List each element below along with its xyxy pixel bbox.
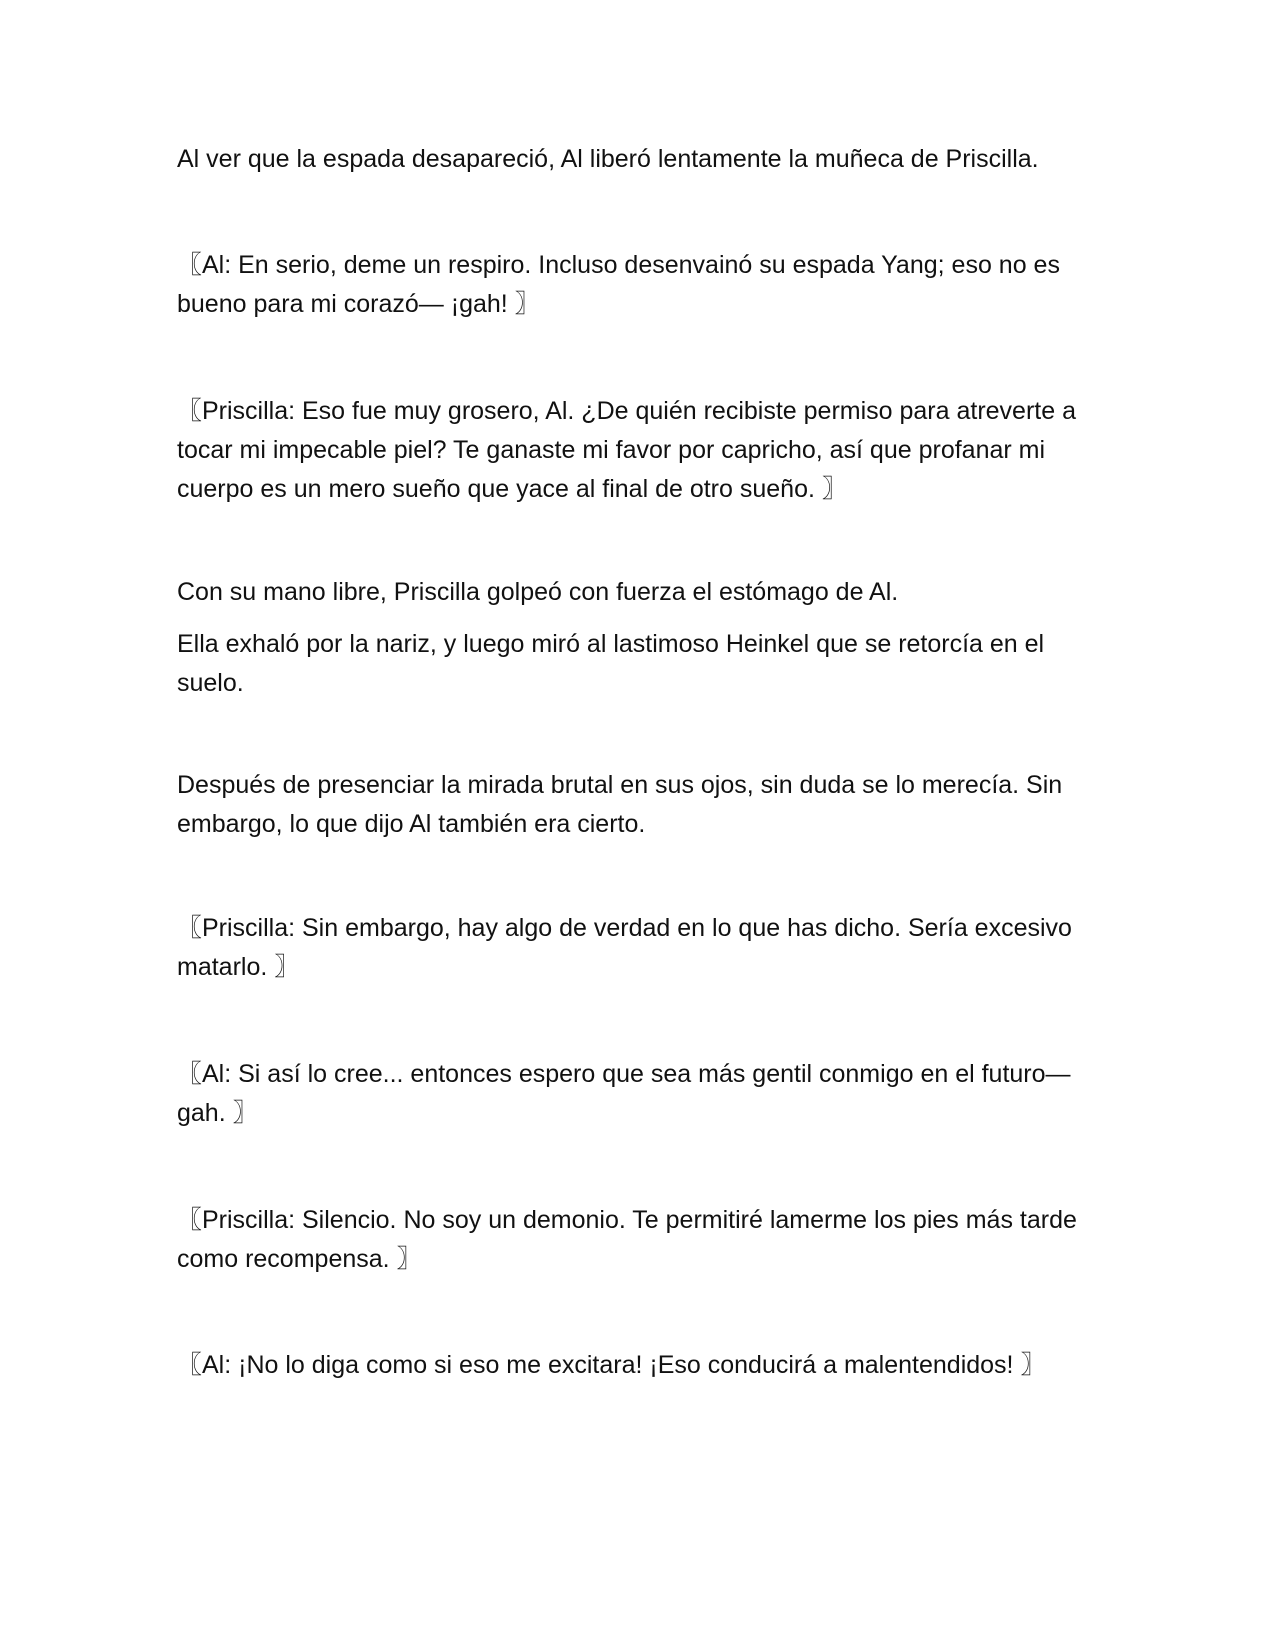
paragraph-dialogue-priscilla-3: 〖Priscilla: Silencio. No soy un demonio. Te permitiré lamerme los pies más tarde como recompensa. 〗	[177, 1206, 1077, 1273]
paragraph-dialogue-al-3: 〖Al: ¡No lo diga como si eso me excitara! ¡Eso conducirá a malentendidos! 〗	[177, 1351, 1046, 1379]
paragraph-narration-1: Al ver que la espada desapareció, Al liberó lentamente la muñeca de Priscilla.	[177, 145, 1039, 173]
paragraph-dialogue-priscilla-2: 〖Priscilla: Sin embargo, hay algo de verdad en lo que has dicho. Sería excesivo matarlo. 〗	[177, 914, 1072, 981]
paragraph-narration-2: Con su mano libre, Priscilla golpeó con fuerza el estómago de Al.	[177, 578, 899, 606]
paragraph-narration-3: Ella exhaló por la nariz, y luego miró al lastimoso Heinkel que se retorcía en el suelo.	[177, 630, 1045, 697]
paragraph-dialogue-al-2: 〖Al: Si así lo cree... entonces espero que sea más gentil conmigo en el futuro—gah. 〗	[177, 1060, 1071, 1127]
paragraph-dialogue-priscilla-1: 〖Priscilla: Eso fue muy grosero, Al. ¿De quién recibiste permiso para atreverte a tocar mi impecable piel? Te ganaste mi favor por capricho, así que profanar mi cuerpo es un mero sueño que yace al final de otro sueño. 〗	[177, 397, 1076, 503]
paragraph-narration-4: Después de presenciar la mirada brutal en sus ojos, sin duda se lo merecía. Sin embargo, lo que dijo Al también era cierto.	[177, 771, 1063, 838]
paragraph-dialogue-al-1: 〖Al: En serio, deme un respiro. Incluso desenvainó su espada Yang; eso no es bueno para mi corazó— ¡gah! 〗	[177, 251, 1060, 318]
